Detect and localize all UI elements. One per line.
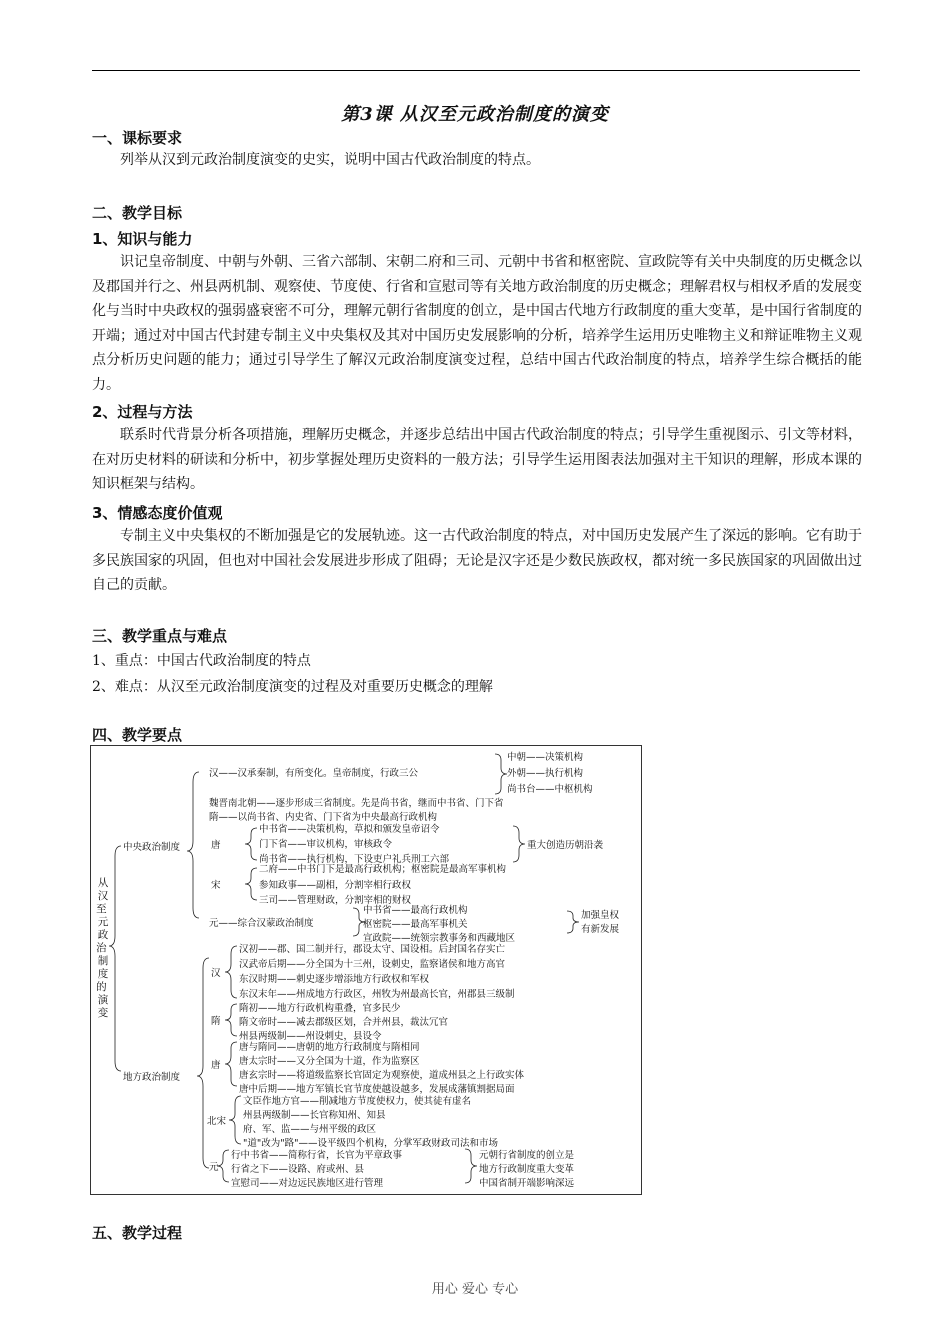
central-yuan: 元——综合汉蒙政治制度 — [209, 918, 314, 929]
central-song: 宋 — [211, 880, 221, 891]
han-branch-3: 尚书台——中枢机构 — [507, 784, 593, 795]
local-sui-2: 隋文帝时——减去郡级区划，合并州县，裁汰冗官 — [239, 1017, 449, 1028]
local-sui: 隋 — [211, 1016, 221, 1027]
yuan-item-3: 宣政院——统领宗教事务和西藏地区 — [363, 933, 516, 944]
han-branch-2: 外朝——执行机构 — [507, 768, 584, 779]
section-5-heading: 五、教学过程 — [92, 1224, 183, 1242]
section-2-heading: 二、教学目标 — [92, 204, 183, 222]
section-1-heading: 一、课标要求 — [92, 129, 183, 147]
local-yuan-note-1: 元朝行省制度的创立是 — [479, 1150, 575, 1161]
page-footer: 用心 爱心 专心 — [431, 1282, 519, 1297]
political-system-diagram — [90, 745, 642, 1195]
local-song-1: 文臣作地方官——削减地方节度使权力，使其徒有虚名 — [243, 1096, 472, 1107]
paragraph-process-text: 联系时代背景分析各项措施，理解历史概念，并逐步总结出中国古代政治制度的特点；引导学生重视图示、引文等材料，在对历史材料的研读和分析中，初步掌握处理历史资料的一般方法；引导学生运用图表法加强对主干知识的理解，形成本课的知识框架与结构。 — [92, 427, 862, 492]
central-tang: 唐 — [211, 840, 221, 851]
tang-item-2: 门下省——审议机构，审核政令 — [259, 839, 393, 850]
central-sui: 隋——以尚书省、内史省、门下省为中央最高行政机构 — [209, 812, 438, 823]
paragraph-values-text: 专制主义中央集权的不断加强是它的发展轨迹。这一古代政治制度的特点，对中国历史发展产生了深远的影响。它有助于多民族国家的巩固，但也对中国社会发展进步形成了阻碍；无论是汉字还是少数民族政权，都对统一多民族国家的巩固做出过自己的贡献。 — [92, 528, 862, 593]
local-han-4: 东汉末年——州成地方行政区，州牧为州最高长官，州郡县三级制 — [239, 989, 515, 1000]
diagram-root: 从汉至 元政治 制度的 演变 — [96, 877, 109, 1019]
paragraph-values — [92, 524, 862, 598]
sub-heading-1: 1、知识与能力 — [92, 230, 193, 248]
yuan-note-2: 有新发展 — [581, 924, 620, 935]
local-song-4: "道"改为"路"——设平级四个机构，分掌军政财政司法和市场 — [243, 1138, 498, 1149]
sub-heading-3: 3、情感态度价值观 — [92, 504, 223, 522]
page-title: 第3课 从汉至元政治制度的演变 — [341, 104, 609, 125]
central-han: 汉——汉承秦制，有所变化。皇帝制度，行政三公 — [209, 768, 419, 779]
local-sui-1: 隋初——地方行政机构重叠，官多民少 — [239, 1003, 401, 1014]
local-tang: 唐 — [211, 1060, 221, 1071]
local-han: 汉 — [211, 968, 221, 979]
local-yuan-3: 宣慰司——对边远民族地区进行管理 — [231, 1178, 384, 1189]
local-song-2: 州县两级制——长官称知州、知县 — [243, 1110, 386, 1121]
local-yuan-note-3: 中国省制开端影响深远 — [479, 1178, 575, 1189]
yuan-item-1: 中书省——最高行政机构 — [363, 905, 468, 916]
difficult-point: 2、难点：从汉至元政治制度演变的过程及对重要历史概念的理解 — [92, 679, 493, 695]
paragraph-knowledge-text: 识记皇帝制度、中朝与外朝、三省六部制、宋朝二府和三司、元朝中书省和枢密院、宣政院等有关中央制度的历史概念以及郡国并行之、州县两机制、观察使、节度使、行省和宣慰司等有关地方政治制度的历史概念；理解君权与相权矛盾的发展变化与当时中央政权的强弱盛衰密不可分，理解元朝行省制度的创立，是中国古代地方行政制度的重大变革，是中国行省制度的开端；通过对中国古代封建专制主义中央集权及其对中国历史发展影响的分析，培养学生运用历史唯物主义和辩证唯物主义观点分析历史问题的能力；通过引导学生了解汉元政治制度演变过程，总结中国古代政治制度的特点，培养学生综合概括的能力。 — [92, 254, 862, 393]
local-yuan-2: 行省之下——设路、府或州、县 — [231, 1164, 365, 1175]
local-sui-3: 州县两级制——州设刺史，县设令 — [239, 1031, 382, 1042]
local-label: 地方政治制度 — [123, 1072, 181, 1083]
section-3-heading: 三、教学重点与难点 — [92, 627, 228, 645]
section-1-body: 列举从汉到元政治制度演变的史实，说明中国古代政治制度的特点。 — [120, 152, 540, 168]
tang-item-3: 尚书省——执行机构，下设吏户礼兵刑工六部 — [259, 854, 450, 865]
section-4-heading: 四、教学要点 — [92, 726, 183, 744]
tang-note: 重大创造历朝沿袭 — [527, 840, 604, 851]
local-song: 北宋 — [207, 1116, 227, 1127]
local-han-1: 汉初——郡、国二制并行，郡设太守、国设相。后封国名存实亡 — [239, 944, 506, 955]
local-han-2: 汉武帝后期——分全国为十三州，设刺史，监察诸侯和地方高官 — [239, 959, 506, 970]
local-tang-3: 唐玄宗时——将道级监察长官固定为观察使，道成州县之上行政实体 — [239, 1070, 525, 1081]
paragraph-process — [92, 423, 862, 497]
han-branch-1: 中朝——决策机构 — [507, 752, 584, 763]
yuan-note-1: 加强皇权 — [581, 910, 620, 921]
top-rule — [92, 70, 860, 71]
central-wei: 魏晋南北朝——逐步形成三省制度。先是尚书省，继而中书省、门下省 — [209, 798, 504, 809]
paragraph-knowledge — [92, 250, 862, 397]
local-yuan-note-2: 地方行政制度重大变革 — [479, 1164, 575, 1175]
tang-item-1: 中书省——决策机构，草拟和颁发皇帝诏令 — [259, 824, 440, 835]
local-song-3: 府、军、监——与州平级的政区 — [243, 1124, 377, 1135]
local-yuan-1: 行中书省——简称行省，长官为平章政事 — [231, 1150, 403, 1161]
song-item-2: 参知政事——副相，分割宰相行政权 — [259, 880, 412, 891]
central-label: 中央政治制度 — [123, 842, 181, 853]
local-tang-4: 唐中后期——地方军镇长官节度使越设越多，发展成藩镇割据局面 — [239, 1084, 515, 1095]
local-han-3: 东汉时期——刺史逐步增添地方行政权和军权 — [239, 974, 430, 985]
song-item-1: 二府——中书门下是最高行政机构；枢密院是最高军事机构 — [259, 864, 507, 875]
song-item-3: 三司——管理财政，分割宰相的财权 — [259, 895, 412, 906]
local-tang-2: 唐太宗时——又分全国为十道，作为监察区 — [239, 1056, 420, 1067]
yuan-item-2: 枢密院——最高军事机关 — [363, 919, 468, 930]
section-1-text — [92, 148, 862, 173]
local-yuan: 元 — [209, 1162, 219, 1173]
key-point: 1、重点：中国古代政治制度的特点 — [92, 653, 311, 669]
sub-heading-2: 2、过程与方法 — [92, 403, 193, 421]
local-tang-1: 唐与隋同——唐朝的地方行政制度与隋相同 — [239, 1042, 420, 1053]
